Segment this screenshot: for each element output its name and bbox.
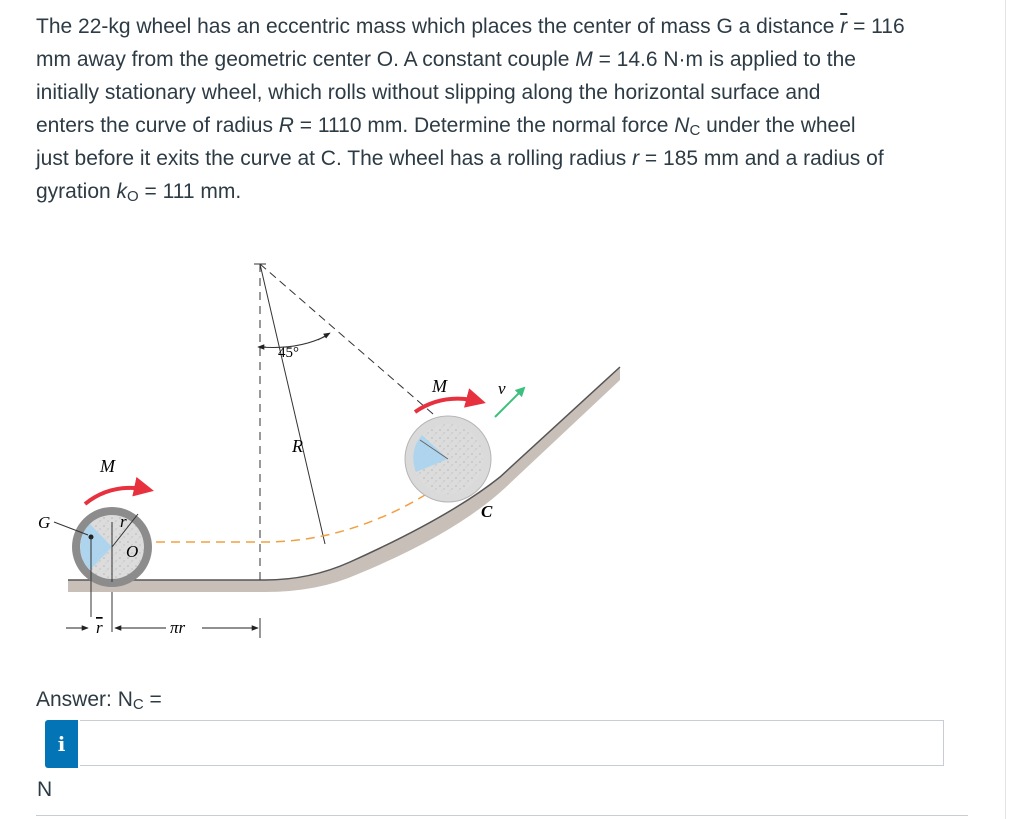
label-m-left: M	[100, 456, 115, 476]
problem-text: = 185 mm and a radius of	[639, 147, 884, 170]
problem-text: gyration	[36, 180, 117, 203]
label-r-left: r	[120, 512, 127, 531]
info-icon[interactable]: i	[45, 720, 78, 768]
problem-text: = 111 mm.	[138, 180, 242, 203]
answer-label-subscript: C	[132, 696, 144, 713]
path-of-center	[126, 484, 442, 542]
radius-line-45	[260, 264, 440, 420]
rolling-radius-symbol: r	[632, 147, 640, 170]
answer-label-text: Answer: N	[36, 688, 133, 711]
answer-unit: N	[37, 778, 53, 801]
label-pir: πr	[170, 618, 186, 637]
ground-surface	[68, 367, 620, 592]
problem-text: The 22-kg wheel has an eccentric mass which places the center of mass G a distance	[36, 15, 841, 38]
problem-text: under the wheel	[700, 114, 856, 137]
label-g: G	[38, 513, 51, 532]
gyration-subscript: O	[127, 188, 139, 205]
gyration-symbol: k	[116, 180, 128, 203]
problem-text: mm away from the geometric center O. A constant couple	[36, 48, 576, 71]
rbar-symbol: $\overline{r}$	[840, 15, 848, 38]
label-c: C	[481, 502, 493, 521]
label-o: O	[126, 542, 139, 561]
couple-arrow-right	[415, 399, 482, 412]
couple-symbol: M	[575, 48, 593, 71]
label-v: v	[498, 379, 506, 398]
problem-text: initially stationary wheel, which rolls without slipping along the horizontal surface and	[36, 81, 821, 104]
radius-label: R	[292, 436, 303, 456]
problem-text: = 1110 mm. Determine the normal force	[293, 114, 675, 137]
angle-label: 45°	[278, 345, 299, 361]
page-border	[1005, 0, 1006, 819]
answer-label-equals: =	[143, 688, 162, 711]
problem-statement	[36, 10, 991, 208]
radius-line	[260, 264, 325, 544]
angle-arrow-right	[318, 333, 330, 340]
wheel-right	[405, 416, 491, 502]
problem-text: = 14.6 N·m is applied to the	[592, 48, 856, 71]
wheel-diagram	[30, 252, 640, 652]
answer-label	[36, 688, 162, 712]
radius-symbol: R	[278, 114, 294, 137]
problem-text: = 116	[847, 15, 905, 38]
problem-text: just before it exits the curve at C. The wheel has a rolling radius	[36, 147, 633, 170]
couple-arrow-left	[85, 488, 150, 504]
answer-input[interactable]	[80, 720, 944, 766]
label-rbar-bottom: r	[96, 618, 103, 637]
problem-text: enters the curve of radius	[36, 114, 279, 137]
divider	[36, 815, 968, 816]
normal-force-symbol: N	[674, 114, 690, 137]
answer-row	[36, 720, 946, 768]
label-m-right: M	[432, 376, 447, 396]
normal-force-subscript: C	[689, 122, 701, 139]
